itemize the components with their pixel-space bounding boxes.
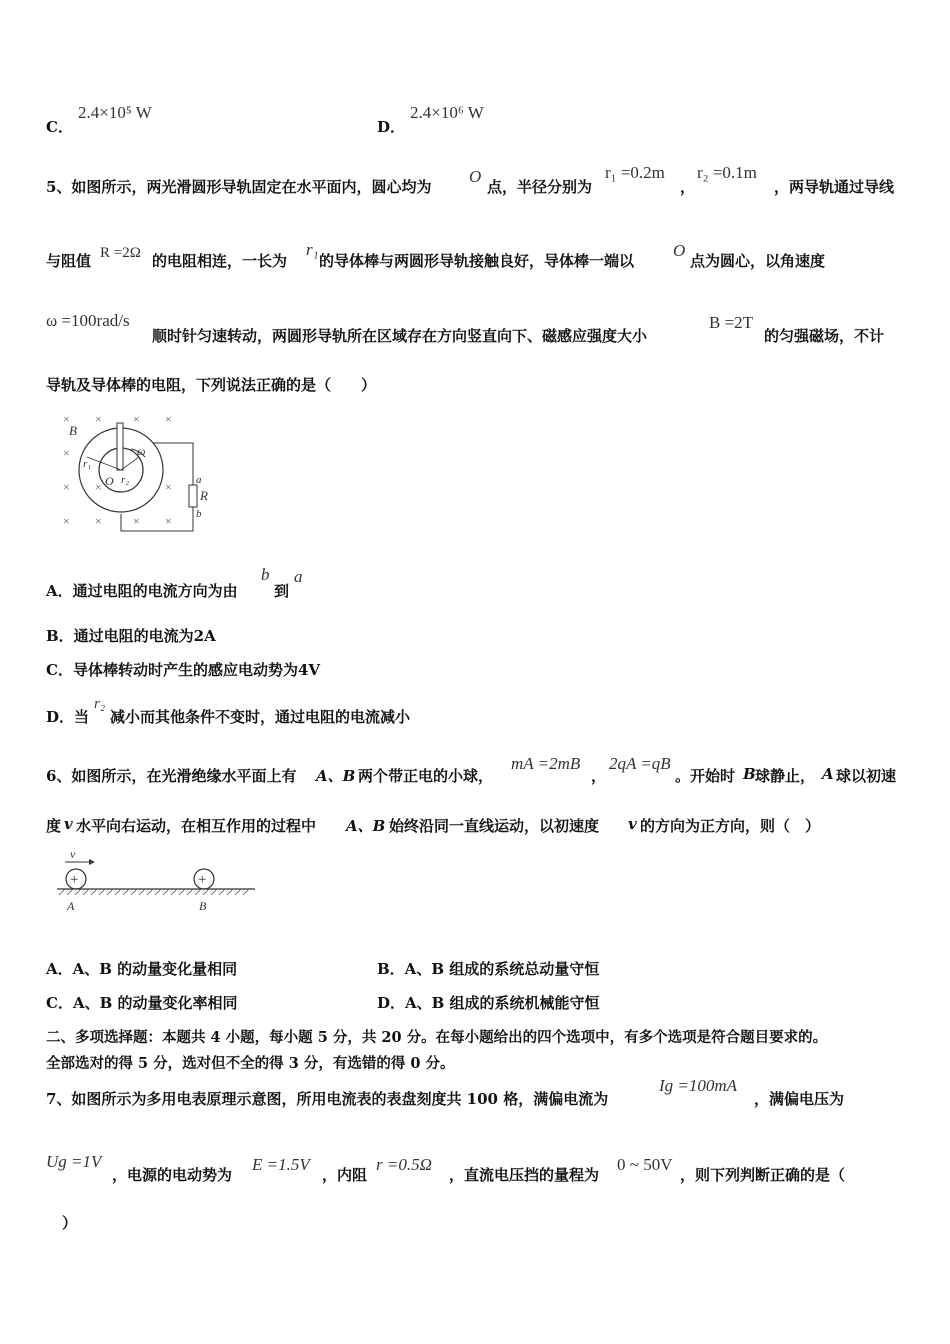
q6-charge-equation: 2qA =qB — [609, 754, 671, 773]
q5-comma: ， — [680, 178, 696, 196]
q6-diagram-v: v — [70, 847, 76, 861]
q6-option-c: C．A、B 的动量变化率相同 — [46, 994, 238, 1012]
q6-option-d: D．A、B 组成的系统机械能守恒 — [377, 994, 600, 1012]
q5-line4: 导轨及导体棒的电阻，下列说法正确的是（ ） — [46, 376, 377, 394]
q6-ball-B-plus: + — [198, 872, 207, 888]
q5-cross-4: × — [165, 412, 172, 426]
q7-line3: ） — [62, 1214, 78, 1232]
q5-diagram-B: B — [69, 423, 77, 438]
q6-balls-diagram — [55, 846, 260, 916]
q5-cross-8: × — [165, 480, 172, 494]
q5-option-a-part2: 到 — [274, 582, 290, 600]
q5-cross-10: × — [95, 514, 102, 528]
q5-line2-part-d: 点为圆心，以角速度 — [690, 252, 826, 270]
q6-line1-part-a: 6、如图所示，在光滑绝缘水平面上有 — [46, 767, 297, 785]
q5-option-d-part2: 减小而其他条件不变时，通过电阻的电流减小 — [110, 708, 411, 726]
q7-r-equation: r =0.5Ω — [376, 1155, 432, 1174]
q6-line2-part-d: 的方向为正方向，则（ ） — [640, 817, 821, 835]
q6-line2-part-b: 水平向右运动，在相互作用的过程中 — [76, 817, 317, 835]
q5-diagram-b: b — [196, 508, 202, 520]
q5-option-d-part1: D．当 — [46, 708, 90, 726]
q6-diagram-A: A — [67, 899, 75, 913]
q6-line1-part-b: 两个带正电的小球， — [358, 767, 494, 785]
q4-option-c-label: C． — [46, 118, 73, 136]
q6-velocity-arrowhead — [89, 859, 95, 865]
q6-ground-hatch — [59, 889, 249, 895]
q5-line2-part-b: 的电阻相连，一长为 — [152, 252, 288, 270]
q5-center-O-2: O — [673, 241, 686, 260]
q7-line2-part-c: ，直流电压挡的量程为 — [449, 1166, 600, 1184]
q6-option-b: B．A、B 组成的系统总动量守恒 — [377, 960, 600, 978]
q5-line3-part-a: 顺时针匀速转动，两圆形导轨所在区域存在方向竖直向下、磁感应强度大小 — [152, 327, 648, 345]
q5-cross-1: × — [63, 412, 70, 426]
q6-line2-v: v — [64, 815, 73, 833]
q4-option-c-value: 2.4×10⁵ W — [78, 103, 152, 122]
q5-line1-part-c: ，两导轨通过导线 — [774, 178, 895, 196]
q5-omega-equation: ω =100rad/s — [46, 311, 130, 330]
q6-ball-A-plus: + — [70, 872, 79, 888]
q5-r2-equation: r₂ =0.1m — [697, 163, 757, 182]
q5-r1-symbol: r₁ — [306, 240, 319, 259]
q5-option-c: C．导体棒转动时产生的感应电动势为4V — [46, 661, 321, 679]
q6-line1-part-c: 。开始时 — [675, 767, 736, 785]
q6-line1-A: A — [822, 765, 834, 783]
q6-line2-part-a: 度 — [46, 817, 62, 835]
q6-line1-AB: A、B — [316, 767, 356, 785]
q5-cross-3: × — [133, 412, 140, 426]
q6-line2-v-2: v — [628, 815, 637, 833]
q5-diagram-omega: ω — [137, 444, 146, 458]
q7-E-equation: E =1.5V — [252, 1155, 310, 1174]
q7-line2-part-b: ，内阻 — [322, 1166, 368, 1184]
q5-line1-part-b: 点，半径分别为 — [487, 178, 593, 196]
q5-center-O: O — [469, 167, 482, 186]
q4-option-d-value: 2.4×10⁶ W — [410, 103, 484, 122]
q6-line1-part-d: 球静止， — [755, 767, 816, 785]
q6-line1-part-e: 球以初速 — [836, 767, 897, 785]
q5-option-a-a: a — [294, 567, 303, 586]
q5-diagram-a: a — [196, 474, 202, 486]
q5-line2-part-a: 与阻值 — [46, 252, 92, 270]
q5-line2-part-c: 的导体棒与两圆形导轨接触良好，导体棒一端以 — [319, 252, 635, 270]
q5-rotating-rod — [117, 423, 123, 470]
q6-mass-equation: mA =2mB — [511, 754, 581, 773]
q7-line1-part-a: 7、如图所示为多用电表原理示意图，所用电流表的表盘刻度共 100 格，满偏电流为 — [46, 1090, 609, 1108]
q5-r1-equation: r₁ =0.2m — [605, 163, 665, 182]
section2-heading-line2: 全部选对的得 5 分，选对但不全的得 3 分，有选错的得 0 分。 — [46, 1055, 455, 1072]
q5-cross-9: × — [63, 514, 70, 528]
q7-line2-part-d: ，则下列判断正确的是（ — [680, 1166, 846, 1184]
q5-option-a-part1: A．通过电阻的电流方向为由 — [46, 582, 238, 600]
q5-r1-radius — [87, 457, 121, 470]
q5-R-equation: R =2Ω — [100, 245, 141, 261]
q5-r2-radius — [121, 457, 139, 470]
q5-diagram-r2: r₂ — [121, 474, 130, 486]
q7-Ug-equation: Ug =1V — [46, 1152, 102, 1171]
q6-option-a: A．A、B 的动量变化量相同 — [46, 960, 238, 978]
q6-line2-AB: A、B — [346, 817, 386, 835]
q5-B-equation: B =2T — [709, 313, 754, 332]
q5-cross-2: × — [95, 412, 102, 426]
q7-voltage-range: 0 ~ 50V — [617, 1155, 673, 1174]
q5-diagram-r1: r₁ — [83, 458, 92, 470]
q6-comma: ， — [591, 767, 607, 785]
q6-line1-B: B — [743, 765, 756, 783]
q5-option-d-r2: r₂ — [94, 696, 106, 712]
q7-line1-part-b: ，满偏电压为 — [754, 1090, 845, 1108]
q5-cross-6: × — [63, 480, 70, 494]
q7-Ig-equation: Ig =100mA — [659, 1076, 738, 1095]
q5-wire-top — [153, 443, 193, 485]
q4-option-d-label: D． — [377, 118, 406, 136]
q5-line1-part-a: 5、如图所示，两光滑圆形导轨固定在水平面内，圆心均为 — [46, 178, 432, 196]
q5-cross-11: × — [133, 514, 140, 528]
q5-option-a-b: b — [261, 565, 270, 584]
q5-option-b: B．通过电阻的电流为2A — [46, 627, 216, 645]
q5-cross-12: × — [165, 514, 172, 528]
q5-cross-5: × — [63, 446, 70, 460]
q5-circuit-diagram — [55, 405, 225, 535]
q6-line2-part-c: 始终沿同一直线运动，以初速度 — [389, 817, 600, 835]
section2-heading-line1: 二、多项选择题：本题共 4 小题，每小题 5 分，共 20 分。在每小题给出的四个选项中，有多个选项是符合题目要求的。 — [46, 1029, 828, 1046]
q6-diagram-B: B — [199, 899, 207, 913]
q5-diagram-O: O — [105, 474, 114, 488]
q5-cross-7: × — [95, 480, 102, 494]
q5-diagram-R: R — [200, 488, 208, 503]
q5-resistor — [189, 485, 197, 507]
q5-line3-part-b: 的匀强磁场，不计 — [764, 327, 885, 345]
q7-line2-part-a: ，电源的电动势为 — [112, 1166, 233, 1184]
